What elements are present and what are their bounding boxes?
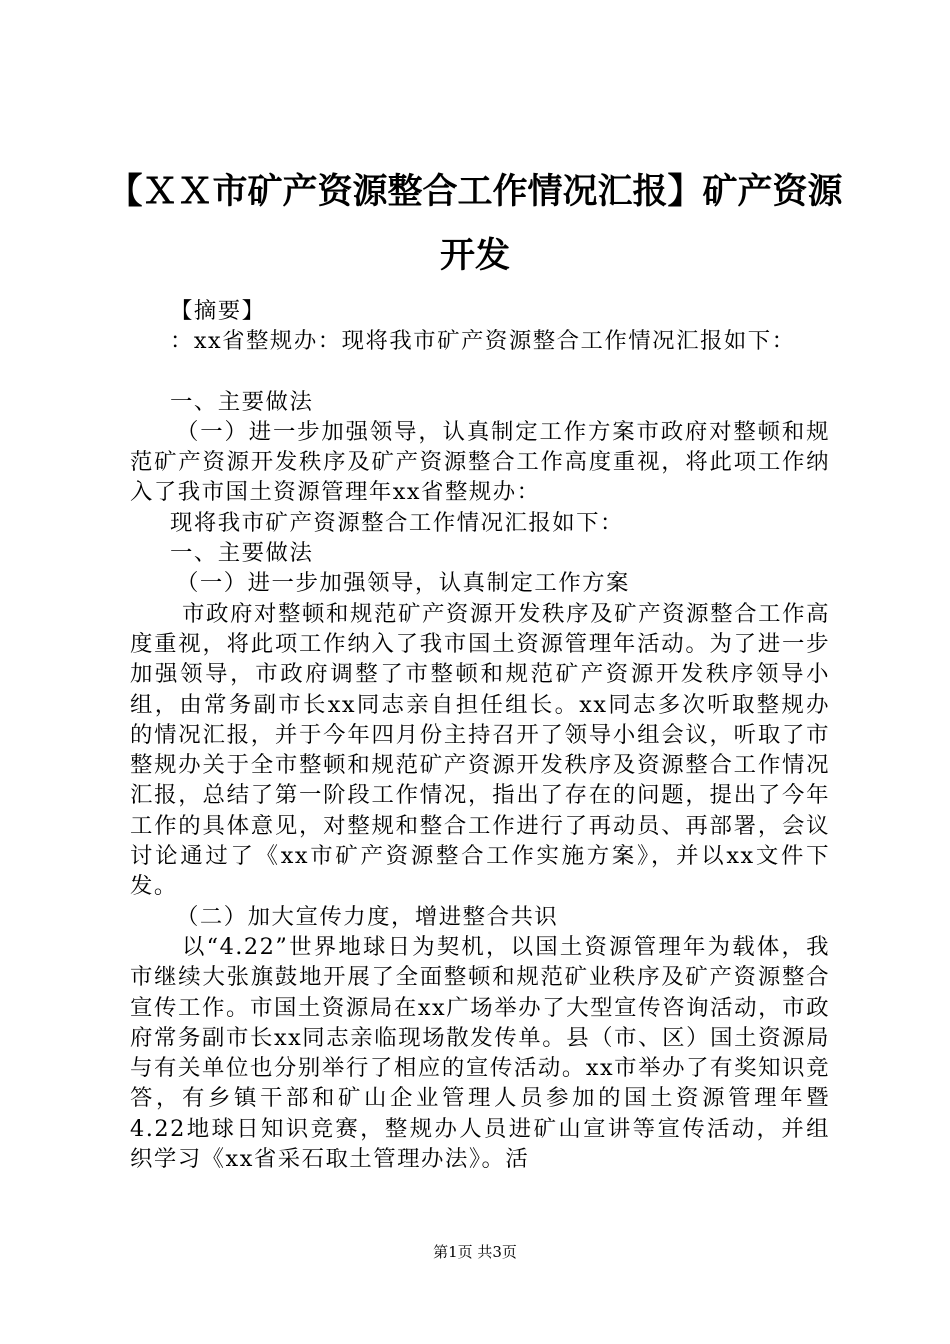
blank-line (130, 357, 830, 387)
paragraph: 市政府对整顿和规范矿产资源开发秩序及矿产资源整合工作高度重视，将此项工作纳入了我市国土资源管理年活动。为了进一步加强领导，市政府调整了市整顿和规范矿产资源开发秩序领导小组，由常务副市长xx同志亲自担任组长。xx同志多次听取整规办的情况汇报，并于今年四月份主持召开了领导小组会议，听取了市整规办关于全市整顿和规范矿产资源开发秩序及资源整合工作情况汇报，总结了第一阶段工作情况，指出了存在的问题，提出了今年工作的具体意见，对整规和整合工作进行了再动员、再部署，会议讨论通过了《xx市矿产资源整合工作实施方案》，并以xx文件下发。 (130, 600, 830, 900)
section-heading: 一、主要做法 (170, 388, 314, 415)
paragraph: 现将我市矿产资源整合工作情况汇报如下： (170, 509, 624, 536)
abstract-label: 【摘要】 (170, 298, 266, 324)
subsection-heading: （二）加大宣传力度，增进整合共识 (176, 903, 559, 930)
paragraph: 以“4.22”世界地球日为契机，以国土资源管理年为载体，我市继续大张旗鼓地开展了全面整顿和规范矿业秩序及矿产资源整合宣传工作。市国土资源局在xx广场举办了大型宣传咨询活动，市政府常务副市长xx同志亲临现场散发传单。县（市、区）国土资源局与有关单位也分别举行了相应的宣传活动。xx市举办了有奖知识竞答，有乡镇干部和矿山企业管理人员参加的国土资源管理年暨4.22地球日知识竞赛，整规办人员进矿山宣讲等宣传活动，并组织学习《xx省采石取土管理办法》。活 (130, 933, 830, 1173)
document-title: 【ＸＸ市矿产资源整合工作情况汇报】矿产资源开发 (107, 172, 843, 276)
subsection-heading: （一）进一步加强领导，认真制定工作方案 (176, 570, 630, 597)
section-heading: 一、主要做法 (170, 540, 314, 567)
paragraph: （一）进一步加强领导，认真制定工作方案市政府对整顿和规范矿产资源开发秩序及矿产资源整合工作高度重视，将此项工作纳入了我市国土资源管理年xx省整规办： (130, 418, 830, 506)
document-body (130, 296, 830, 1174)
abstract-text: ：xx省整规办：现将我市矿产资源整合工作情况汇报如下： (170, 328, 796, 355)
page-number: 第1页 共3页 (433, 1243, 517, 1261)
